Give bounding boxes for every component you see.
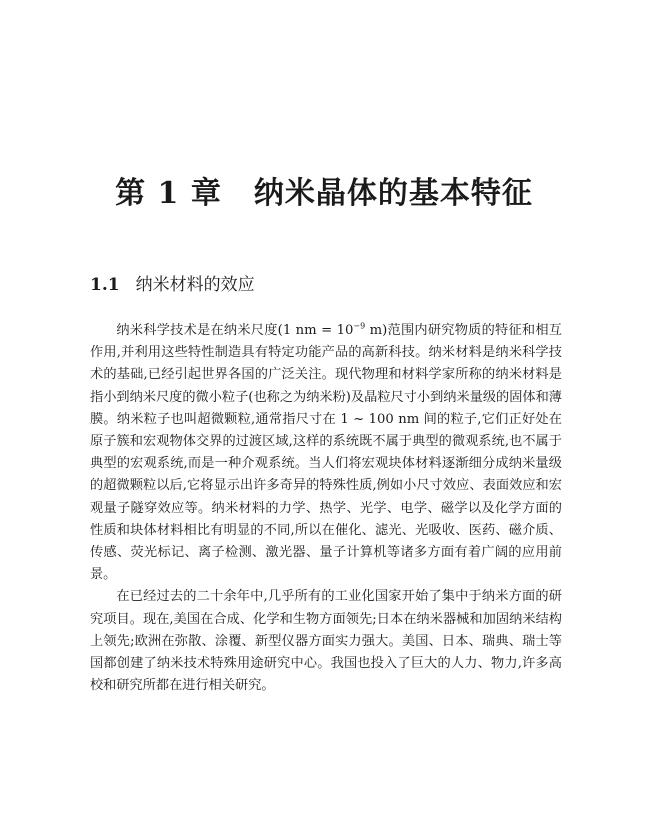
paragraph-1-start: 纳米科学技术是在纳米尺度(1 nm = 10 <box>116 323 354 338</box>
body-text <box>90 320 562 697</box>
paragraph-1 <box>90 320 562 586</box>
chapter-label: 第 1 章 <box>115 176 222 211</box>
section-number: 1.1 <box>90 275 120 295</box>
chapter-title <box>0 168 648 212</box>
paragraph-2: 在已经过去的二十余年中,几乎所有的工业化国家开始了集中于纳米方面的研究项目。现在,美国在合成、化学和生物方面领先;日本在纳米器械和加固纳米结构上领先;欧洲在弥散、涂覆、新型仪器方面实力强大。美国、日本、瑞典、瑞士等国都创建了纳米技术特殊用途研究中心。我国也投入了巨大的人力、物力,许多高校和研究所都在进行相关研究。 <box>90 589 562 694</box>
chapter-name: 纳米晶体的基本特征 <box>253 176 533 211</box>
exponent: −9 <box>353 321 366 331</box>
section-title: 纳米材料的效应 <box>135 275 255 295</box>
section-heading <box>90 270 255 295</box>
paragraph-1-rest: m)范围内研究物质的特征和相互作用,并利用这些特性制造具有特定功能产品的高新科技。纳米材料是纳米科学技术的基础,已经引起世界各国的广泛关注。现代物理和材料学家所称的纳米材料是指小到纳米尺度的微小粒子(也称之为纳米粉)及晶粒尺寸小到纳米量级的固体和薄膜。纳米粒子也叫超微颗粒,通常指尺寸在 1 ~ 100 nm 间的粒子,它们正好处在原子簇和宏观物体交界的过渡区域,这样的系统既不属于典型的微观系统,也不属于典型的宏观系统,而是一种介观系统。当人们将宏观块体材料逐渐细分成纳米量级的超微颗粒以后,它将显示出许多奇异的特殊性质,例如小尺寸效应、表面效应和宏观量子隧穿效应等。纳米材料的力学、热学、光学、电学、磁学以及化学方面的性质和块体材料相比有明显的不同,所以在催化、滤光、光吸收、医药、磁介质、传感、荧光标记、离子检测、激光器、量子计算机等诸多方面有着广阔的应用前景。 <box>90 323 562 583</box>
